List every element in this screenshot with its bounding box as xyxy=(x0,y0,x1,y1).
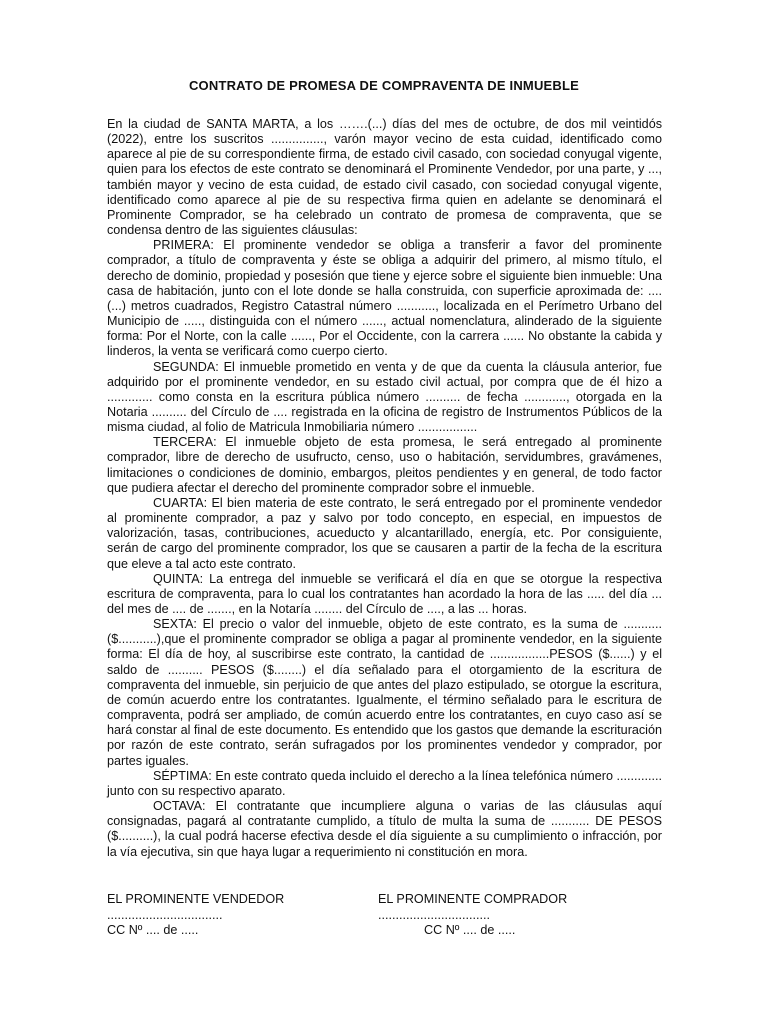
clause-cuarta: CUARTA: El bien materia de este contrato, le será entregado por el prominente vendedor al prominente comprador, a paz y salvo por todo concepto, en especial, en impuestos de valorización, tasas, contribuciones, acueducto y alcantarillado, energía, etc. Por consiguiente, serán de cargo del prominente comprador, los que se causaren a partir de la fecha de la escritura que eleve a tal acto este contrato. xyxy=(107,495,662,571)
clause-sexta: SEXTA: El precio o valor del inmueble, objeto de este contrato, es la suma de ........... ($...........),que el prominente comprador se obliga a pagar al prominente vendedor, en la siguiente forma: El día de hoy, al suscribirse este contrato, la cantidad de .................PESOS ($......) y el saldo de .......... PESOS ($........) el día señalado para el otorgamiento de la escritura de compraventa del inmueble, sin perjuicio de que antes del plazo estipulado, se otorgue la escritura, de común acuerdo entre los contratantes. Igualmente, el término señalado para le escritura de compraventa, podrá ser ampliado, de común acuerdo entre los contratantes, en cuyo caso así se hará constar al final de este documento. Es entendido que los gastos que demande la escrituración por razón de este contrato, serán sufragados por los prominentes vendedor y comprador, por partes iguales. xyxy=(107,617,662,768)
seller-signature-line: ................................. xyxy=(107,907,223,922)
clause-primera: PRIMERA: El prominente vendedor se obliga a transferir a favor del prominente comprador, a título de compraventa y éste se obliga a adquirir del primero, al mismo título, el derecho de dominio, propiedad y posesión que tiene y ejerce sobre el siguiente bien inmueble: Una casa de habitación, junto con el lote donde se halla construida, con superficie aproximada de: ....(...) metros cuadrados, Registro Catastral número ..........., localizada en el Perímetro Urbano del Municipio de ....., distinguida con el número ......, actual nomenclatura, alinderado de la siguiente forma: Por el Norte, con la calle ......, Por el Occidente, con la carrera ...... No obstante la cabida y linderos, la venta se verificará como cuerpo cierto. xyxy=(107,238,662,359)
seller-signature-block xyxy=(107,892,284,939)
clause-segunda: SEGUNDA: El inmueble prometido en venta y de que da cuenta la cláusula anterior, fue adquirido por el prominente vendedor, en su estado civil actual, por compra que de él hizo a ............. como consta en la escritura pública número .......... de fecha ............, otorgada en la Notaria .......... del Círculo de .... registrada en la oficina de registro de Instrumentos Públicos de la misma ciudad, al folio de Matricula Inmobiliaria número ................. xyxy=(107,359,662,435)
document-title: CONTRATO DE PROMESA DE COMPRAVENTA DE INMUEBLE xyxy=(188,78,580,93)
clause-octava: OCTAVA: El contratante que incumpliere alguna o varias de las cláusulas aquí consignadas, pagará al contratante cumplido, a título de multa la suma de ........... DE PESOS ($..........), la cual podrá hacerse efectiva desde el día siguiente a su cumplimiento o infracción, por la vía ejecutiva, sin que haya lugar a requerimiento ni constitución en mora. xyxy=(107,799,662,859)
buyer-signature-line: ................................ xyxy=(378,907,490,922)
seller-cc: CC Nº .... de ..... xyxy=(107,923,199,937)
buyer-signature-block xyxy=(378,892,567,939)
buyer-signature-label: EL PROMINENTE COMPRADOR xyxy=(378,892,568,906)
document-body xyxy=(107,117,662,860)
clause-tercera: TERCERA: El inmueble objeto de esta promesa, le será entregado al prominente comprador, libre de derecho de usufructo, censo, uso o habitación, servidumbres, gravámenes, limitaciones o condiciones de dominio, embargos, pleitos pendientes y en general, de todo factor que pudiera afectar el derecho del prominente comprador sobre el inmueble. xyxy=(107,435,662,495)
seller-signature-label: EL PROMINENTE VENDEDOR xyxy=(107,892,285,906)
buyer-cc: CC Nº .... de ..... xyxy=(424,923,516,937)
clause-septima: SÉPTIMA: En este contrato queda incluido el derecho a la línea telefónica número ............. junto con su respectivo aparato. xyxy=(107,768,662,798)
clause-quinta: QUINTA: La entrega del inmueble se verificará el día en que se otorgue la respectiva escritura de compraventa, para lo cual los contratantes han acordado la hora de las ..... del día ... del mes de .... de ......., en la Notaría ........ del Círculo de ...., a las ... horas. xyxy=(107,571,662,616)
intro-paragraph: En la ciudad de SANTA MARTA, a los …….(...) días del mes de octubre, de dos mil veintidós (2022), entre los suscritos ..............., varón mayor vecino de esta cuidad, identificado como aparece al pie de su correspondiente firma, de estado civil casado, con sociedad conyugal vigente, quien para los efectos de este contrato se denominará el Prominente Vendedor, por una parte, y ..., también mayor y vecino de esta cuidad, de estado civil casado, con sociedad conyugal vigente, identificado como aparece al pie de su respectiva firma quien en adelante se denominará el Prominente Comprador, se ha celebrado un contrato de promesa de compraventa, que se condensa dentro de las siguientes cláusulas: xyxy=(107,117,662,238)
